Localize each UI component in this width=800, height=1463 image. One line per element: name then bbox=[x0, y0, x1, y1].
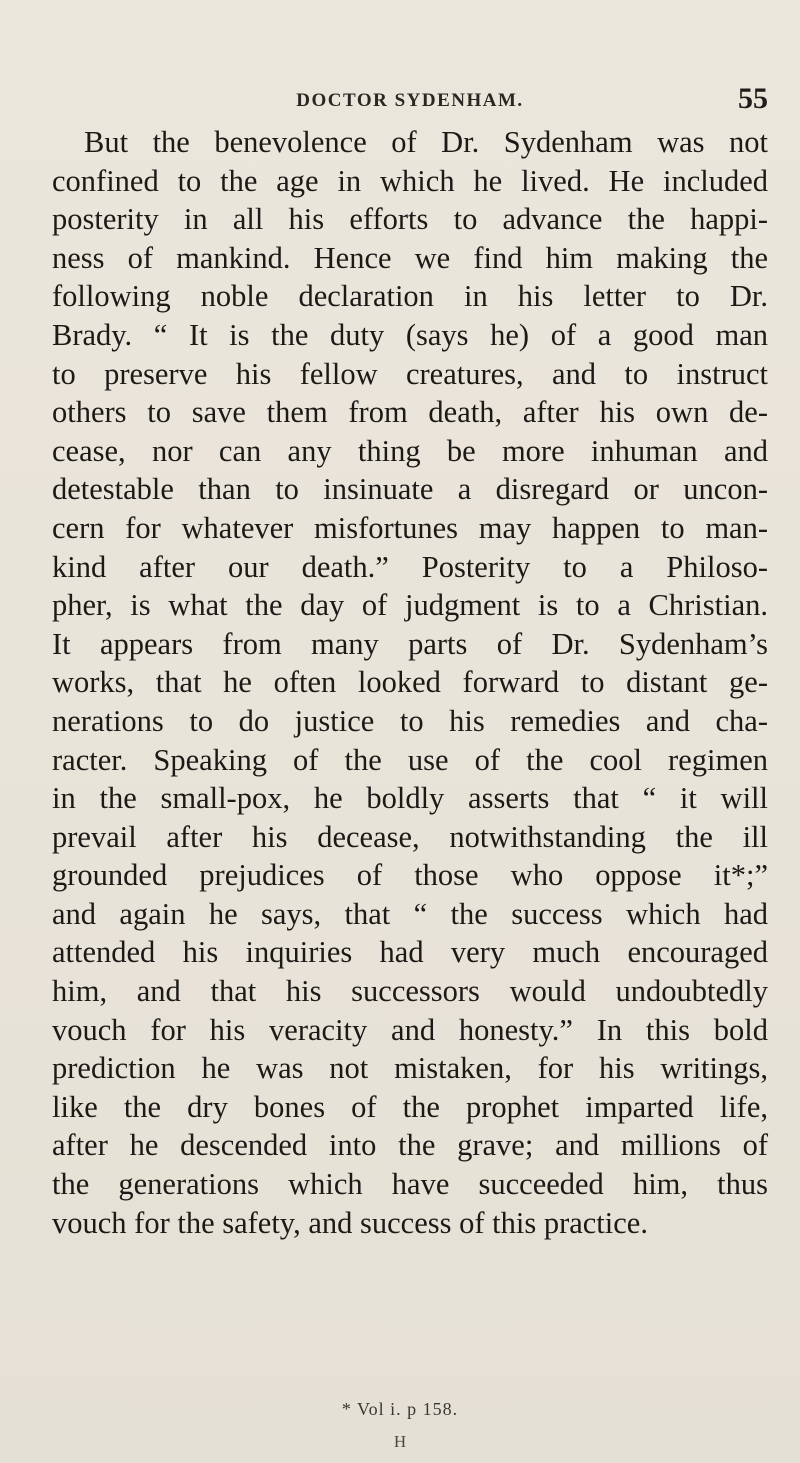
text-line: vouch for the safety, and success of this practice. bbox=[52, 1205, 648, 1240]
body-paragraph bbox=[52, 123, 768, 1242]
text-line: confined to the age in which he lived. He included bbox=[52, 163, 768, 198]
text-line: after he descended into the grave; and millions of bbox=[52, 1128, 768, 1163]
text-line: like the dry bones of the prophet imparted life, bbox=[52, 1089, 768, 1124]
text-line: in the small-pox, he boldly asserts that “ it will bbox=[52, 781, 768, 816]
page-number: 55 bbox=[738, 82, 768, 115]
text-line: pher, is what the day of judgment is to a Christian. bbox=[52, 588, 768, 623]
text-line: works, that he often looked forward to distant ge- bbox=[52, 665, 768, 700]
signature-mark: H bbox=[393, 1432, 407, 1451]
text-line: the generations which have succeeded him, thus bbox=[52, 1167, 768, 1202]
running-head bbox=[52, 82, 768, 116]
text-line: posterity in all his efforts to advance the happi- bbox=[52, 202, 768, 237]
text-line: cease, nor can any thing be more inhuman and bbox=[52, 433, 768, 468]
text-line: cern for whatever misfortunes may happen to man- bbox=[52, 510, 768, 545]
text-line: prediction he was not mistaken, for his writings, bbox=[52, 1051, 768, 1086]
text-line: nerations to do justice to his remedies and cha- bbox=[52, 703, 768, 738]
text-line: detestable than to insinuate a disregard or uncon- bbox=[52, 472, 768, 507]
text-line: Brady. “ It is the duty (says he) of a good man bbox=[52, 317, 768, 352]
text-line: ness of mankind. Hence we find him making the bbox=[52, 240, 768, 275]
text-line: It appears from many parts of Dr. Sydenham’s bbox=[52, 626, 768, 661]
text-line: and again he says, that “ the success which had bbox=[52, 896, 768, 931]
text-line: others to save them from death, after his own de- bbox=[52, 395, 768, 430]
text-line: But the benevolence of Dr. Sydenham was not bbox=[84, 125, 768, 159]
running-title: DOCTOR SYDENHAM. bbox=[296, 90, 524, 111]
text-line: grounded prejudices of those who oppose it*;” bbox=[52, 858, 768, 893]
text-line: racter. Speaking of the use of the cool regimen bbox=[52, 742, 768, 777]
text-line: following noble declaration in his letter to Dr. bbox=[52, 279, 768, 314]
text-line: kind after our death.” Posterity to a Philoso- bbox=[52, 549, 768, 584]
text-line: him, and that his successors would undoubtedly bbox=[52, 974, 768, 1009]
text-line: to preserve his fellow creatures, and to instruct bbox=[52, 356, 768, 391]
text-line: prevail after his decease, notwithstanding the ill bbox=[52, 819, 768, 854]
footnote: * Vol i. p 158. bbox=[341, 1399, 459, 1419]
text-line: vouch for his veracity and honesty.” In this bold bbox=[52, 1012, 768, 1047]
text-line: attended his inquiries had very much encouraged bbox=[52, 935, 768, 970]
